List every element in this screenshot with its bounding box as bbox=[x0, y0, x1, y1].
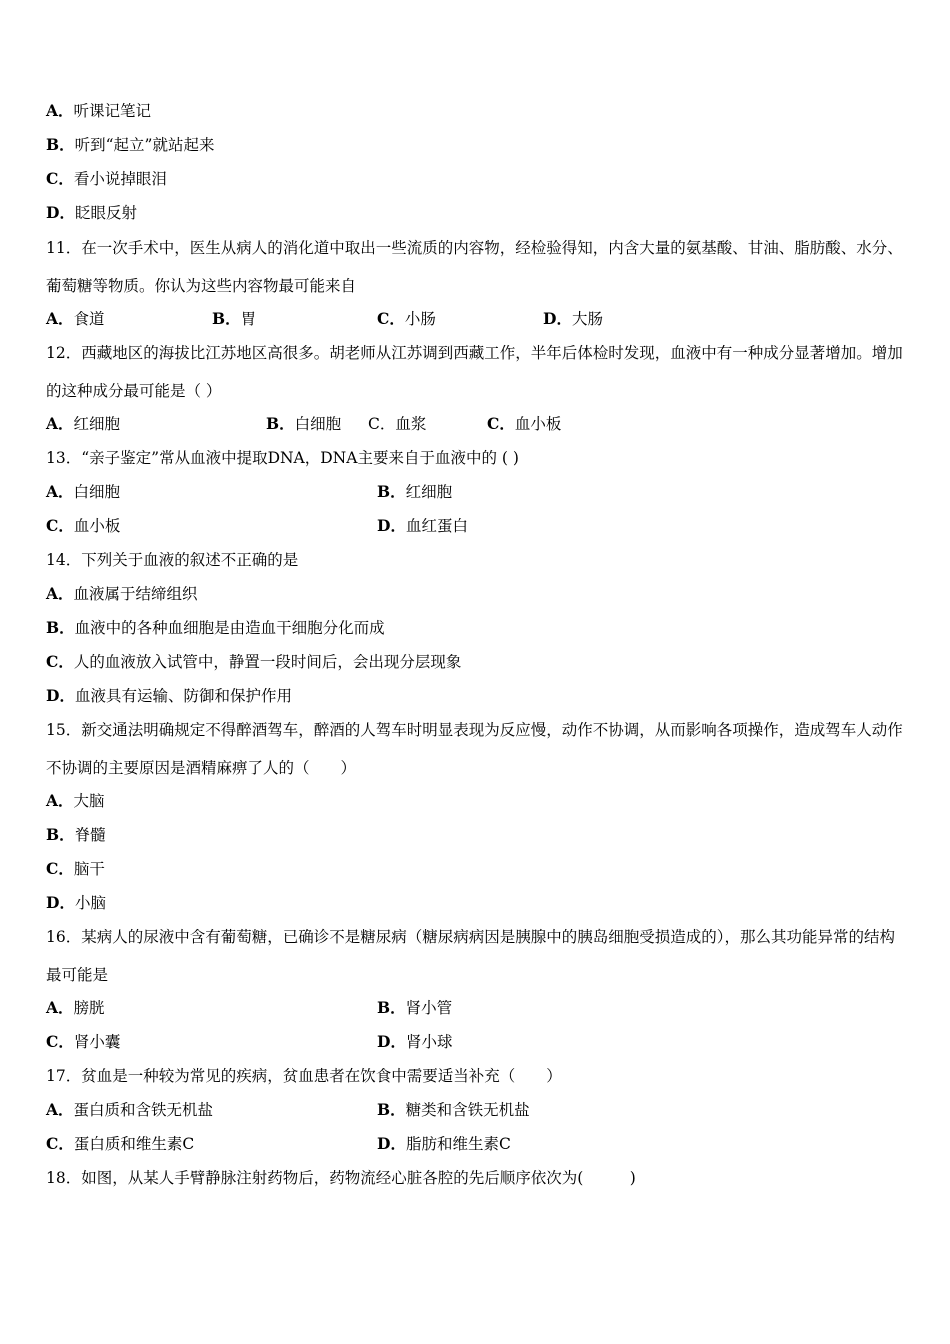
q13-stem: 13．“亲子鉴定”常从血液中提取DNA，DNA主要来自于血液中的 ( ) bbox=[46, 449, 519, 467]
option-label: A． bbox=[46, 791, 74, 810]
q11-option-d bbox=[543, 309, 603, 329]
q15-option-c bbox=[46, 859, 105, 879]
option-label: D． bbox=[377, 1032, 406, 1051]
option-label: C． bbox=[46, 652, 74, 671]
option-text: 听到“起立”就站起来 bbox=[74, 136, 215, 154]
option-label: A． bbox=[46, 309, 74, 328]
option-text: 白细胞 bbox=[73, 483, 121, 501]
option-label: D． bbox=[46, 893, 75, 912]
option-label: A． bbox=[46, 101, 74, 120]
option-text: 糖类和含铁无机盐 bbox=[405, 1101, 530, 1119]
option-text: 食道 bbox=[73, 310, 105, 328]
q14-stem: 14．下列关于血液的叙述不正确的是 bbox=[46, 551, 299, 569]
option-text: 眨眼反射 bbox=[74, 204, 137, 222]
q18-stem: 18．如图，从某人手臂静脉注射药物后，药物流经心脏各腔的先后顺序依次为( ) bbox=[46, 1169, 636, 1187]
q13-option-a bbox=[46, 482, 120, 502]
option-label: C． bbox=[46, 1032, 74, 1051]
q17-option-c bbox=[46, 1134, 194, 1154]
q10-option-c bbox=[46, 169, 167, 189]
q12-option-b bbox=[266, 414, 341, 434]
q16-option-a bbox=[46, 998, 105, 1018]
q12-option-a bbox=[46, 414, 120, 434]
q14-option-c bbox=[46, 652, 461, 672]
q17-option-b bbox=[377, 1100, 530, 1120]
option-text: 大脑 bbox=[73, 792, 105, 810]
option-text: 肾小囊 bbox=[73, 1033, 121, 1051]
q12-stem: 12．西藏地区的海拔比江苏地区高很多。胡老师从江苏调到西藏工作，半年后体检时发现，血液中有一种成分显著增加。增加的这种成分最可能是（ ） bbox=[46, 344, 903, 400]
q10-option-d bbox=[46, 203, 137, 223]
option-label: D． bbox=[377, 1134, 406, 1153]
option-label: A． bbox=[46, 482, 74, 501]
option-label: B． bbox=[46, 618, 75, 637]
option-text: 脂肪和维生素C bbox=[405, 1135, 511, 1153]
option-text: 血浆 bbox=[395, 415, 427, 433]
option-label: B． bbox=[212, 309, 241, 328]
option-text: 血小板 bbox=[73, 517, 121, 535]
option-label: D． bbox=[377, 516, 406, 535]
q17-option-a bbox=[46, 1100, 213, 1120]
option-text: 血小板 bbox=[514, 415, 562, 433]
option-label: B． bbox=[266, 414, 295, 433]
option-label: A． bbox=[46, 1100, 74, 1119]
option-text: 脑干 bbox=[73, 860, 105, 878]
q13-option-c bbox=[46, 516, 120, 536]
q11-option-b bbox=[212, 309, 256, 329]
option-label: B． bbox=[377, 1100, 406, 1119]
q11-option-c bbox=[377, 309, 436, 329]
q10-option-b bbox=[46, 135, 214, 155]
q15-option-b bbox=[46, 825, 106, 845]
option-text: 看小说掉眼泪 bbox=[73, 170, 167, 188]
option-label: C． bbox=[46, 1134, 74, 1153]
option-label: D． bbox=[46, 686, 75, 705]
option-text: 小肠 bbox=[404, 310, 436, 328]
option-text: 大肠 bbox=[571, 310, 603, 328]
q14-option-a bbox=[46, 584, 198, 604]
option-label: B． bbox=[377, 998, 406, 1017]
q15-option-a bbox=[46, 791, 105, 811]
option-text: 脊髓 bbox=[74, 826, 106, 844]
option-text: 小脑 bbox=[74, 894, 106, 912]
q16-option-c bbox=[46, 1032, 120, 1052]
q12-option-d bbox=[487, 414, 561, 434]
option-label: C． bbox=[377, 309, 405, 328]
option-label: C． bbox=[368, 415, 396, 433]
option-text: 血液具有运输、防御和保护作用 bbox=[74, 687, 292, 705]
option-label: B． bbox=[46, 825, 75, 844]
q13-option-d bbox=[377, 516, 468, 536]
q15-option-d bbox=[46, 893, 106, 913]
q16-option-d bbox=[377, 1032, 452, 1052]
q17-option-d bbox=[377, 1134, 511, 1154]
q16-option-b bbox=[377, 998, 452, 1018]
option-text: 血红蛋白 bbox=[405, 517, 468, 535]
option-label: C． bbox=[46, 169, 74, 188]
option-text: 膀胱 bbox=[73, 999, 105, 1017]
option-label: D． bbox=[46, 203, 75, 222]
option-label: A． bbox=[46, 584, 74, 603]
option-text: 血液中的各种血细胞是由造血干细胞分化而成 bbox=[74, 619, 385, 637]
option-label: B． bbox=[377, 482, 406, 501]
option-label: C． bbox=[487, 414, 515, 433]
option-text: 红细胞 bbox=[73, 415, 121, 433]
option-text: 白细胞 bbox=[294, 415, 342, 433]
q13-option-b bbox=[377, 482, 452, 502]
q17-stem: 17．贫血是一种较为常见的疾病，贫血患者在饮食中需要适当补充（ ） bbox=[46, 1067, 562, 1085]
option-text: 胃 bbox=[240, 310, 257, 328]
q15-stem: 15．新交通法明确规定不得醉酒驾车，醉酒的人驾车时明显表现为反应慢，动作不协调，从而影响各项操作，造成驾车人动作不协调的主要原因是酒精麻痹了人的（ ） bbox=[46, 721, 903, 777]
option-label: B． bbox=[46, 135, 75, 154]
q11-stem: 11．在一次手术中，医生从病人的消化道中取出一些流质的内容物，经检验得知，内含大量的氨基酸、甘油、脂肪酸、水分、葡萄糖等物质。你认为这些内容物最可能来自 bbox=[46, 239, 903, 295]
option-label: C． bbox=[46, 859, 74, 878]
option-label: D． bbox=[543, 309, 572, 328]
q10-option-a bbox=[46, 101, 151, 121]
option-text: 人的血液放入试管中，静置一段时间后，会出现分层现象 bbox=[73, 653, 462, 671]
option-text: 蛋白质和含铁无机盐 bbox=[73, 1101, 214, 1119]
q14-option-d bbox=[46, 686, 292, 706]
option-label: A． bbox=[46, 998, 74, 1017]
q11-option-a bbox=[46, 309, 105, 329]
option-text: 血液属于结缔组织 bbox=[73, 585, 198, 603]
option-label: A． bbox=[46, 414, 74, 433]
option-text: 肾小管 bbox=[405, 999, 453, 1017]
option-label: C． bbox=[46, 516, 74, 535]
option-text: 肾小球 bbox=[405, 1033, 453, 1051]
option-text: 红细胞 bbox=[405, 483, 453, 501]
q16-stem: 16．某病人的尿液中含有葡萄糖，已确诊不是糖尿病（糖尿病病因是胰腺中的胰岛细胞受损造成的），那么其功能异常的结构最可能是 bbox=[46, 928, 895, 984]
option-text: 蛋白质和维生素C bbox=[73, 1135, 195, 1153]
option-text: 听课记笔记 bbox=[73, 102, 152, 120]
q14-option-b bbox=[46, 618, 385, 638]
q12-option-c bbox=[368, 414, 426, 434]
